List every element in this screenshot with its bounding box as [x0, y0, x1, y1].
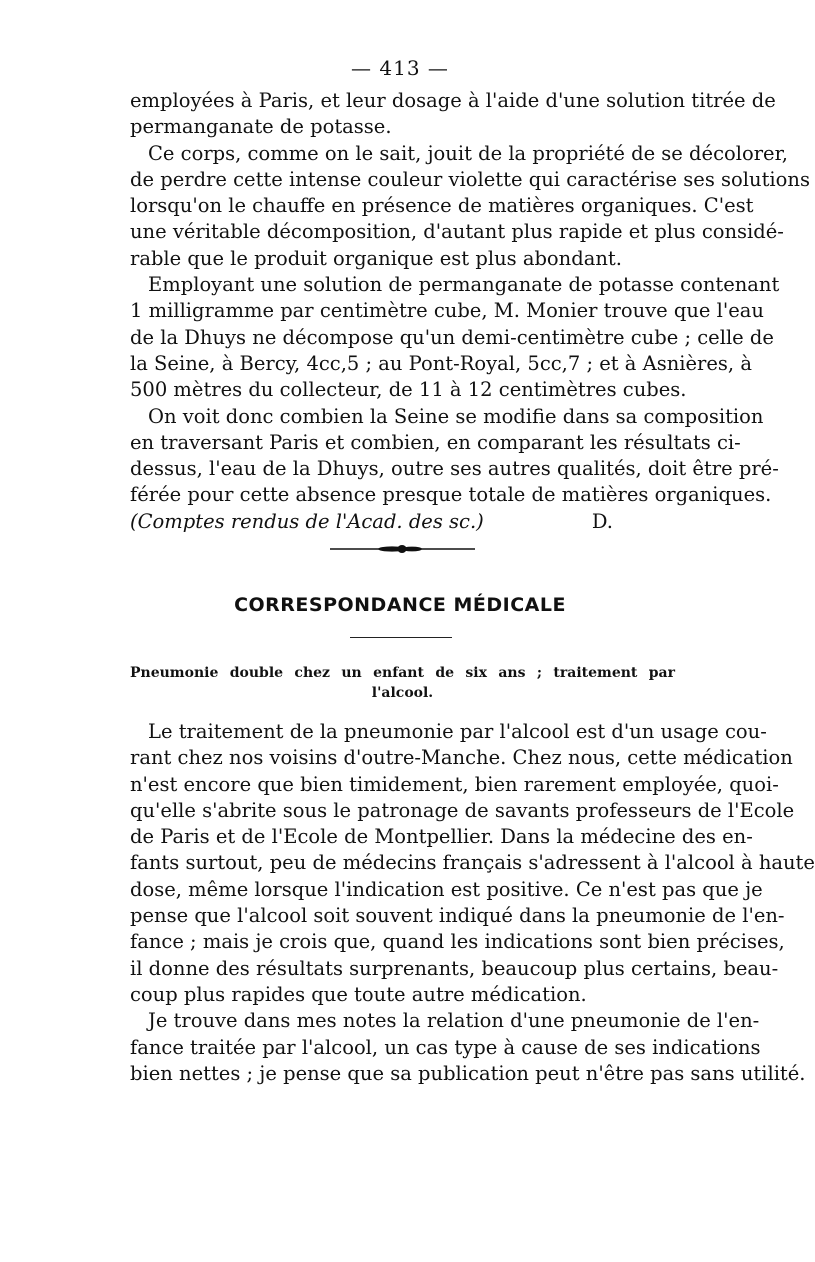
- source-citation-line: [130, 509, 675, 535]
- paragraph: [130, 404, 779, 509]
- text-line: employées à Paris, et leur dosage à l'aide d'une solution titrée de: [130, 89, 776, 112]
- text-line: Ce corps, comme on le sait, jouit de la propriété de se décolorer,: [148, 141, 788, 165]
- text-line: coup plus rapides que toute autre médication.: [130, 982, 587, 1006]
- article-pneumonia: [130, 719, 815, 1087]
- paragraph: [130, 88, 776, 141]
- title-divider: [350, 637, 452, 638]
- page-number: — 413 —: [351, 56, 449, 80]
- text-line: fants surtout, peu de médecins français s'adressent à l'alcool à haute: [130, 851, 815, 875]
- text-line: qu'elle s'abrite sous le patronage de savants professeurs de l'Ecole: [130, 798, 795, 822]
- article-subtitle: [130, 663, 675, 703]
- text-line: permanganate de potasse.: [130, 115, 392, 139]
- text-line: de perdre cette intense couleur violette qui caractérise ses solutions: [130, 167, 810, 191]
- text-line: n'est encore que bien timidement, bien rarement employée, quoi-: [130, 772, 779, 796]
- subtitle-line: Pneumonie double chez un enfant de six ans ; traitement par: [130, 665, 675, 681]
- text-line: bien nettes ; je pense que sa publication peut n'être pas sans utilité.: [130, 1061, 806, 1085]
- section-title: CORRESPONDANCE MÉDICALE: [234, 594, 566, 616]
- text-line: la Seine, à Bercy, 4cc,5 ; au Pont-Royal, 5cc,7 ; et à Asnières, à: [130, 351, 752, 375]
- text-line: pense que l'alcool soit souvent indiqué dans la pneumonie de l'en-: [130, 904, 785, 928]
- text-line: lorsqu'on le chauffe en présence de matières organiques. C'est: [130, 194, 754, 218]
- text-line: On voit donc combien la Seine se modifie dans sa composition: [148, 404, 764, 428]
- text-line: Le traitement de la pneumonie par l'alcool est d'un usage cou-: [148, 720, 767, 743]
- ornamental-divider: [330, 544, 475, 554]
- text-line: dessus, l'eau de la Dhuys, outre ses autres qualités, doit être pré-: [130, 457, 779, 481]
- text-line: Je trouve dans mes notes la relation d'une pneumonie de l'en-: [148, 1009, 760, 1033]
- text-line: férée pour cette absence presque totale de matières organiques.: [130, 483, 772, 507]
- text-line: 500 mètres du collecteur, de 11 à 12 centimètres cubes.: [130, 378, 687, 402]
- source-citation: (Comptes rendus de l'Acad. des sc.): [130, 509, 484, 533]
- subtitle-line: l'alcool.: [371, 685, 434, 701]
- text-line: Employant une solution de permanganate de potasse contenant: [148, 273, 780, 297]
- text-line: rable que le produit organique est plus abondant.: [130, 246, 622, 270]
- paragraph: [130, 1008, 806, 1087]
- text-line: dose, même lorsque l'indication est positive. Ce n'est pas que je: [130, 877, 763, 901]
- article-water-analysis: [130, 88, 810, 535]
- text-line: une véritable décomposition, d'autant plus rapide et plus considé-: [130, 220, 784, 244]
- author-initial: D.: [591, 509, 613, 533]
- text-line: rant chez nos voisins d'outre-Manche. Chez nous, cette médication: [130, 746, 793, 770]
- paragraph: [130, 719, 815, 1008]
- text-line: fance traitée par l'alcool, un cas type à cause de ses indications: [130, 1035, 761, 1059]
- text-line: de Paris et de l'Ecole de Montpellier. Dans la médecine des en-: [130, 825, 753, 849]
- text-line: il donne des résultats surprenants, beaucoup plus certains, beau-: [130, 956, 779, 980]
- paragraph: [130, 272, 780, 403]
- text-line: 1 milligramme par centimètre cube, M. Monier trouve que l'eau: [130, 299, 764, 323]
- paragraph: [130, 141, 810, 272]
- text-line: fance ; mais je crois que, quand les indications sont bien précises,: [130, 930, 785, 954]
- text-line: en traversant Paris et combien, en comparant les résultats ci-: [130, 430, 741, 454]
- text-line: de la Dhuys ne décompose qu'un demi-centimètre cube ; celle de: [130, 325, 774, 349]
